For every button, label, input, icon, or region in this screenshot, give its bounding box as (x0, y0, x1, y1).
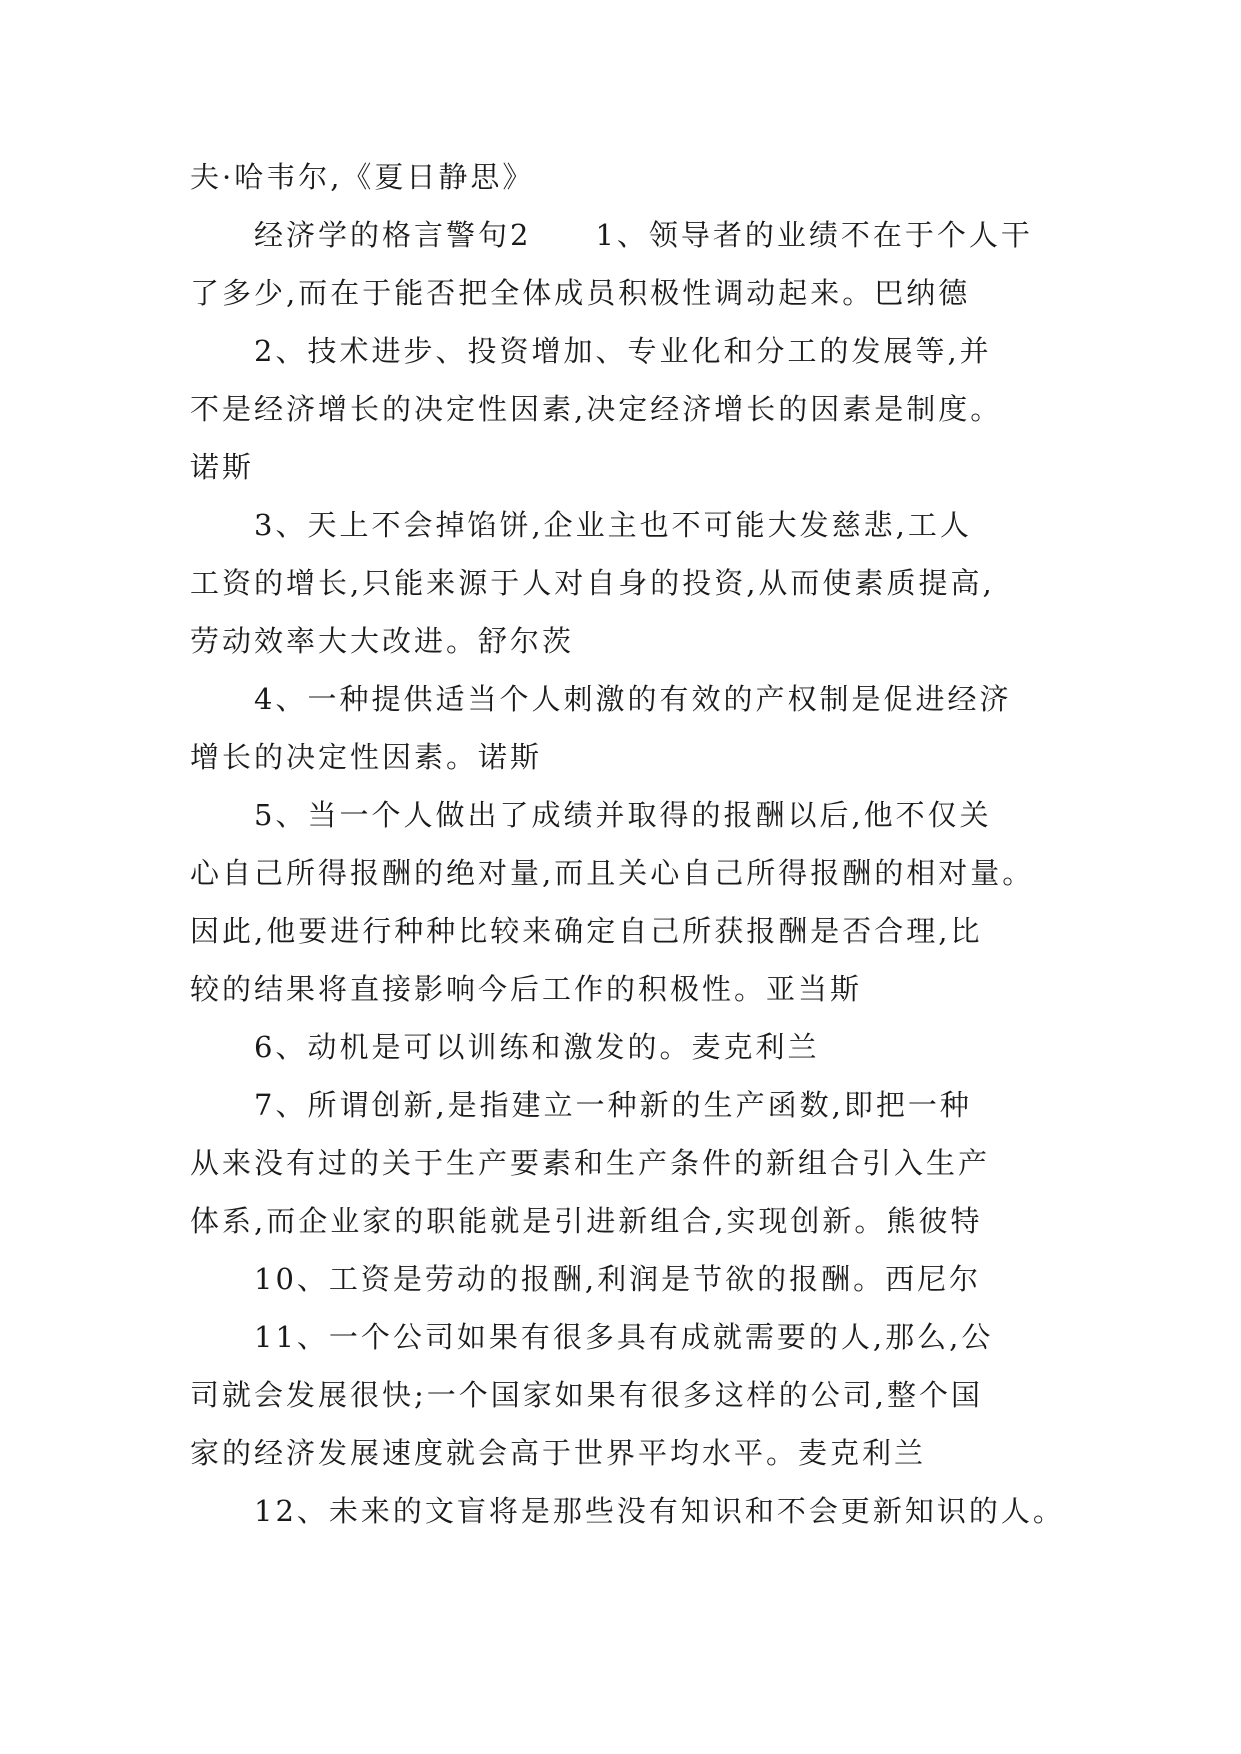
text-line: 2、技术进步、投资增加、专业化和分工的发展等,并 (254, 334, 992, 368)
text-line: 家的经济发展速度就会高于世界平均水平。麦克利兰 (190, 1436, 927, 1470)
text-line: 从来没有过的关于生产要素和生产条件的新组合引入生产 (190, 1146, 991, 1180)
text-line: 心自己所得报酬的绝对量,而且关心自己所得报酬的相对量。 (190, 856, 1035, 890)
text-line: 经济学的格言警句2 1、领导者的业绩不在于个人干 (254, 218, 1033, 252)
text-line: 5、当一个人做出了成绩并取得的报酬以后,他不仅关 (254, 798, 992, 832)
document-page (190, 148, 1065, 1540)
text-line: 了多少,而在于能否把全体成员积极性调动起来。巴纳德 (190, 276, 971, 310)
text-line: 因此,他要进行种种比较来确定自己所获报酬是否合理,比 (190, 914, 983, 948)
text-line: 增长的决定性因素。诺斯 (190, 740, 543, 774)
text-line: 劳动效率大大改进。舒尔茨 (190, 624, 575, 658)
text-line: 11、一个公司如果有很多具有成就需要的人,那么,公 (254, 1320, 994, 1354)
text-line: 4、一种提供适当个人刺激的有效的产权制是促进经济 (254, 682, 1012, 716)
text-line: 工资的增长,只能来源于人对自身的投资,从而使素质提高, (190, 566, 995, 600)
text-line: 较的结果将直接影响今后工作的积极性。亚当斯 (190, 972, 863, 1006)
text-line: 体系,而企业家的职能就是引进新组合,实现创新。熊彼特 (190, 1204, 983, 1238)
text-line: 10、工资是劳动的报酬,利润是节欲的报酬。西尼尔 (254, 1262, 982, 1296)
text-line: 6、动机是可以训练和激发的。麦克利兰 (254, 1030, 820, 1064)
text-line: 司就会发展很快;一个国家如果有很多这样的公司,整个国 (190, 1378, 983, 1412)
text-line: 夫·哈韦尔,《夏日静思》 (190, 160, 535, 194)
text-line: 诺斯 (190, 450, 255, 484)
text-line: 不是经济增长的决定性因素,决定经济增长的因素是制度。 (190, 392, 1003, 426)
text-line: 12、未来的文盲将是那些没有知识和不会更新知识的人。 (254, 1494, 1065, 1528)
text-line: 3、天上不会掉馅饼,企业主也不可能大发慈悲,工人 (254, 508, 972, 542)
text-line: 7、所谓创新,是指建立一种新的生产函数,即把一种 (254, 1088, 972, 1122)
